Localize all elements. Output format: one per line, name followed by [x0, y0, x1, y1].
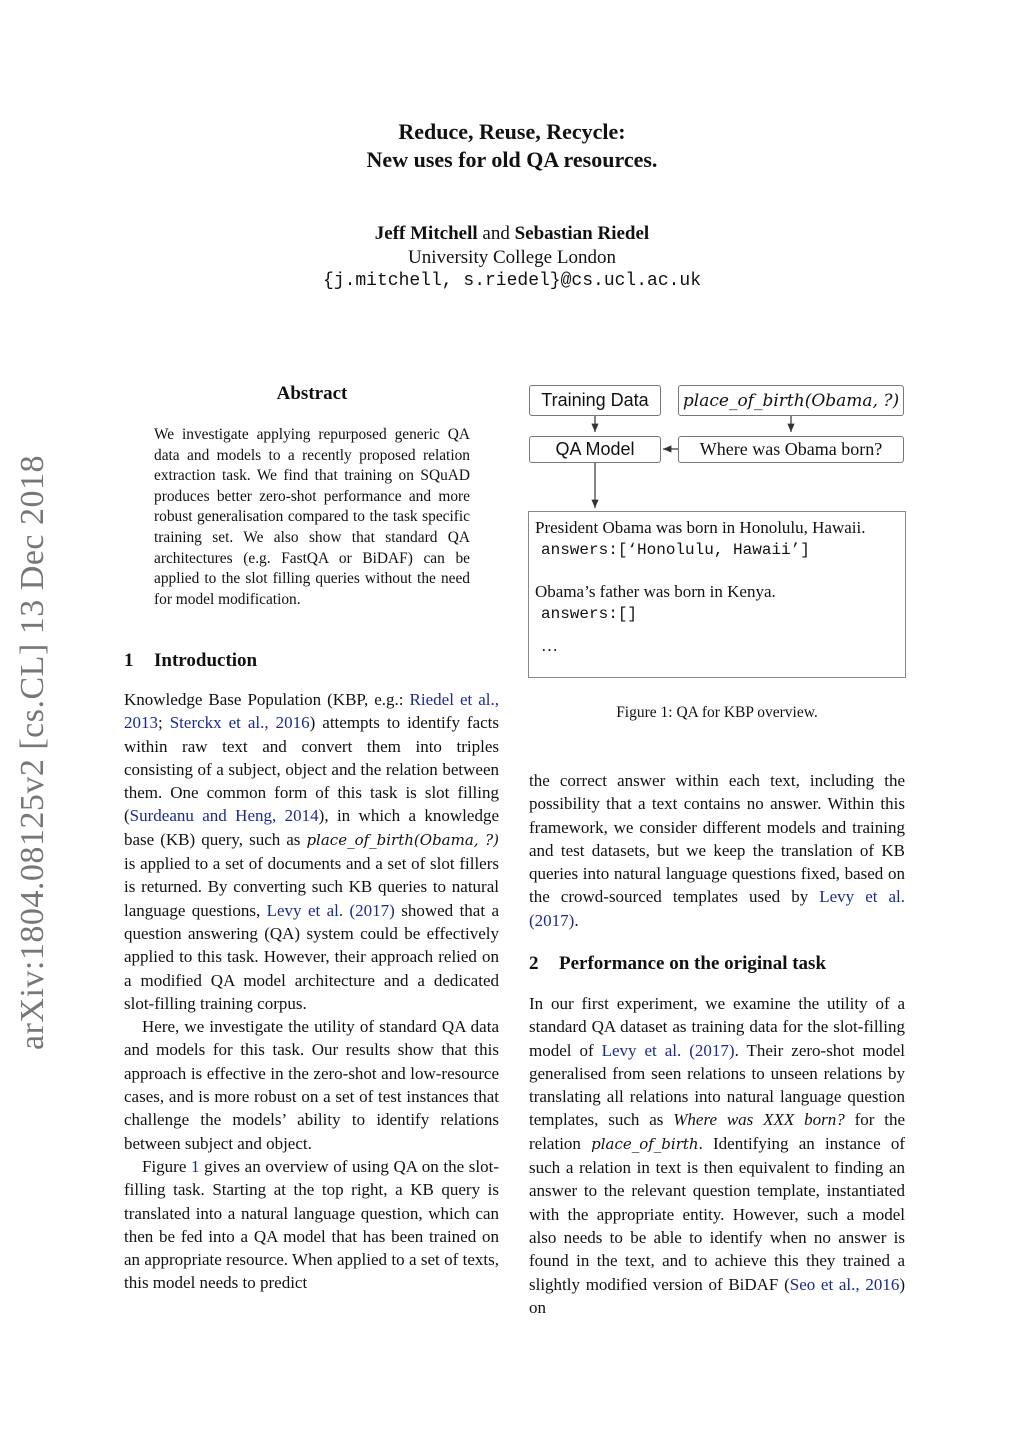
intro-paragraph-2: Here, we investigate the utility of standard QA data and models for this task. Our results show that this approach is effective in the zero-shot and low-resource cases, and is more robust on a set of test instances that challenge the models’ ability to identify relations between subject and object.: [124, 1017, 499, 1153]
citation-link[interactable]: Surdeanu and Heng, 2014: [129, 806, 319, 826]
citation-link[interactable]: Levy et al. (2017): [266, 900, 395, 920]
passage-2: Obama’s father was born in Kenya.: [535, 582, 776, 601]
affiliation: University College London: [408, 247, 616, 268]
inline-math: place_of_birth: [591, 1134, 699, 1153]
continued-paragraph: the correct answer within each text, including the possibility that a text contains no answer. Within this framework, we consider different models and training and test datasets, but we keep the translation of KB queries into natural language questions fixed, based on the crowd-sourced templates used by Levy et al. (2017).: [529, 771, 906, 930]
answers-2: answers:[]: [541, 605, 638, 623]
abstract-heading: Abstract: [276, 383, 348, 404]
section-2-body: [529, 992, 905, 1319]
qa-model-box: QA Model: [529, 436, 661, 463]
question-box: Where was Obama born?: [678, 436, 904, 463]
passage-1: President Obama was born in Honolulu, Hawaii.: [535, 518, 866, 537]
kb-query-text: place_of_birth(Obama, ?): [682, 390, 900, 411]
citation-link[interactable]: Seo et al., 2016: [789, 1274, 900, 1294]
intro-paragraph-3: Figure 1 gives an overview of using QA on the slot-filling task. Starting at the top right, a KB query is translated into a natural language question, which can then be fed into a QA model that has been trained on an appropriate resource. When applied to a set of texts, this model needs to predict: [124, 1156, 499, 1293]
texts-panel: [528, 511, 906, 678]
section-2-heading: [529, 953, 826, 975]
intro-paragraph-1: Knowledge Base Population (KBP, e.g.: Riedel et al., 2013; Sterckx et al., 2016) attempts to identify facts within raw text and convert them into triples consisting of a subject, object and the relation between them. One common form of this task is slot filling (Surdeanu and Heng, 2014), in which a knowledge base (KB) query, such as place_of_birth(Obama, ?) is applied to a set of documents and a set of slot fillers is returned. By converting such KB queries to natural language questions, Levy et al. (2017) showed that a question answering (QA) system could be effectively applied to this task. However, their approach relied on a modified QA model architecture and a dedicated slot-filling training corpus.: [124, 690, 500, 1013]
title-line-1: Reduce, Reuse, Recycle:: [398, 119, 626, 144]
section-1-number: 1: [124, 650, 134, 671]
arxiv-stamp: arXiv:1804.08125v2 [cs.CL] 13 Dec 2018: [14, 454, 51, 1050]
section-2-number: 2: [529, 953, 539, 974]
abstract-text: We investigate applying repurposed generic QA data and models to a recently proposed relation extraction task. We find that training on SQuAD produces better zero-shot performance and more robust generalisation compared to the task specific training set. We also show that standard QA architectures (e.g. FastQA or BiDAF) can be applied to the slot filling queries without the need for model modification.: [154, 426, 470, 608]
answers-1: answers:[‘Honolulu, Hawaii’]: [541, 541, 810, 559]
section-2-paragraph-1: In our first experiment, we examine the utility of a standard QA dataset as training data for the slot-filling model of Levy et al. (2017). Their zero-shot model generalised from seen relations to unseen relations by translating all relations into natural language question templates, such as Where was XXX born? for the relation place_of_birth. Identifying an instance of such a relation in text is then equivalent to finding an answer to the relevant question template, instantiated with the appropriate entity. However, such a model also needs to be able to identify when no answer is found in the text, and to achieve this they trained a slightly modified version of BiDAF (Seo et al., 2016) on: [529, 994, 906, 1317]
author-1: Jeff Mitchell: [374, 223, 478, 244]
title-line-2: New uses for old QA resources.: [366, 147, 658, 172]
kb-query-box: [678, 385, 904, 416]
author-conj: and: [482, 223, 510, 244]
introduction-body: [124, 688, 499, 1295]
training-data-box: Training Data: [529, 385, 661, 416]
inline-math: place_of_birth(Obama, ?): [306, 830, 499, 849]
paper-title: [0, 118, 1024, 174]
italic-template: Where was XXX born?: [673, 1110, 845, 1130]
author-2: Sebastian Riedel: [514, 223, 650, 244]
right-column-continuation: [529, 769, 905, 932]
section-1-heading: [124, 650, 257, 672]
citation-link[interactable]: Levy et al. (2017): [529, 887, 906, 930]
section-2-title: Performance on the original task: [559, 953, 827, 974]
email: {j.mitchell, s.riedel}@cs.ucl.ac.uk: [322, 271, 702, 291]
citation-link[interactable]: Sterckx et al., 2016: [169, 713, 310, 733]
section-1-title: Introduction: [154, 650, 258, 671]
citation-link[interactable]: Levy et al. (2017): [601, 1040, 735, 1060]
figure-ref-link[interactable]: 1: [191, 1156, 200, 1176]
ellipsis: …: [541, 636, 558, 655]
author-line: [0, 222, 1024, 246]
figure-caption: Figure 1: QA for KBP overview.: [616, 704, 818, 721]
citation-link[interactable]: Riedel et al., 2013: [124, 690, 499, 733]
